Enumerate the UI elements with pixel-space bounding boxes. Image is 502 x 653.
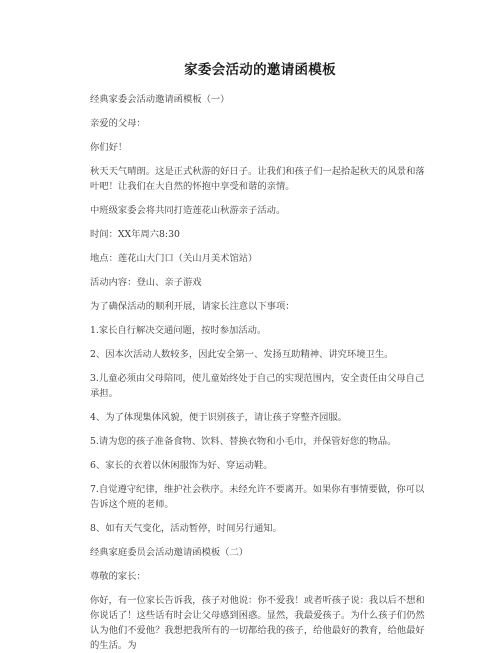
salutation: 亲爱的父母： (90, 118, 146, 129)
salutation-2: 尊敬的家长： (90, 571, 146, 582)
notice-item-3: 3.儿童必须由父母陪同，使儿童始终处于自己的实现范围内，安全责任由父母自己承担。 (90, 373, 425, 399)
notice-item-8: 8、如有天气变化，活动暂停，时间另行通知。 (90, 523, 282, 534)
organizer-paragraph: 中班级家委会将共同打造莲花山秋游亲子活动。 (90, 205, 286, 216)
notice-item-6: 6、家长的衣着以休闲服饰为好、穿运动鞋。 (90, 460, 273, 471)
event-time: 时间：XX年周六8:30 (90, 229, 180, 240)
notice-item-4: 4、为了体现集体风貌，便于识别孩子，请让孩子穿整齐园服。 (90, 412, 347, 423)
notice-item-1: 1.家长自行解决交通问题，按时参加活动。 (90, 325, 267, 336)
notice-item-5: 5.请为您的孩子准备食物、饮料、替换衣物和小毛巾，并保管好您的物品。 (90, 436, 397, 447)
section-heading-1: 经典家委会活动邀请函模板（一） (90, 94, 230, 105)
notice-item-2: 2、因本次活动人数较多，因此安全第一、发扬互助精神、讲究环境卫生。 (90, 349, 394, 360)
event-location: 地点：莲花山大门口（关山月美术馆站） (90, 253, 258, 264)
greeting: 你们好！ (90, 142, 128, 153)
notice-intro: 为了确保活动的顺利开展，请家长注意以下事项： (90, 301, 295, 312)
document-title: 家委会活动的邀请函模板 (184, 62, 336, 78)
section-heading-2: 经典家庭委员会活动邀请函模板（二） (90, 547, 249, 558)
body-paragraph-2: 你好，有一位家长告诉我，孩子对他说：你不爱我！或者听孩子说：我以后不想和你说话了！这些话有时会让父母感到困惑。显然，我最爱孩子。为什么孩子们仍然认为他们不爱他？我想把我所有的一切都给我的孩子，给他最好的教育，给他最好的生活。为 (90, 595, 425, 651)
notice-item-7: 7.自觉遵守纪律，维护社会秩序。未经允许不要离开。如果你有事情要做，你可以告诉这个班的老师。 (90, 484, 425, 510)
event-content: 活动内容：登山、亲子游戏 (90, 277, 202, 288)
intro-paragraph: 秋天天气晴朗。这是正式秋游的好日子。让我们和孩子们一起拾起秋天的风景和落叶吧！让我们在大自然的怀抱中享受和谐的亲情。 (90, 166, 425, 192)
